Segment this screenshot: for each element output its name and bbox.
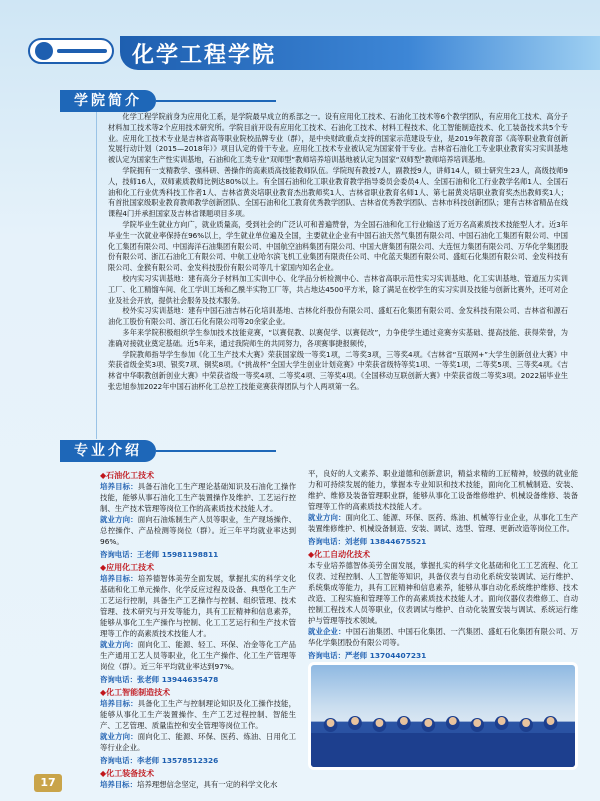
major-section bbox=[100, 779, 296, 790]
emblem-icon bbox=[35, 42, 53, 60]
majors-left-column bbox=[100, 468, 296, 790]
major-section bbox=[100, 573, 296, 639]
major-section bbox=[308, 468, 578, 512]
section-label: 培养目标： bbox=[100, 780, 137, 789]
page-header bbox=[0, 30, 600, 78]
page-title: 化学工程学院 bbox=[132, 43, 277, 68]
major-name: ◆石油化工技术 bbox=[100, 471, 155, 480]
section-label: 就业方向： bbox=[100, 515, 138, 524]
contact-line: 咨询电话：刘老师 13844675521 bbox=[308, 537, 427, 546]
intro-paragraph: 学院拥有一支精教学、强科研、善操作的高素质高技能教师队伍。学院现有教授7人，副教授9人，讲师14人，硕士研究生23人，高级技师9人，技师16人，双师素质教师比例达80%以上。有全国石油和化工职业教育教学指导委员会委员4人、全国石油和化工行业教学名师1人、全国石油和化工行业优秀科技工作者1人、吉林省黄炎培职业教育杰出教师奖1人、吉林省职业教育名师1人、第七届黄炎培职业教育奖杰出教师奖1人；有首批国家级职业教育教师教学创新团队、全国石油和化工教育优秀教学团队、吉林省优秀教学团队、吉林市科技创新团队；建有吉林省精品在线课程4门并承担国家及吉林省课题项目多项。 bbox=[108, 165, 569, 219]
contact-line: 咨询电话：严老师 13704407231 bbox=[308, 651, 427, 660]
section-label: 培养目标： bbox=[100, 699, 138, 708]
major-block bbox=[100, 470, 296, 560]
section-text: 培养德智体美劳全面发展，掌握扎实的科学文化基础和化工单元操作、化学反应过程及设备、典型化工生产工艺运行控制，具备生产工艺操作与控制、组织管理、技术管理、技术研究与开发等能力，具有工匠精神和信息素养，能够从事化工生产操作与控制、化工工艺运行和生产技术管理等工作的高素质技术技能人才。 bbox=[100, 574, 296, 638]
intro-paragraph: 校内实习实训基地：建有高分子材料加工实训中心、化学品分析检测中心、吉林省高职示范性实习实训基地、化工实训基地、管道压力实训工厂、化工精馏车间、化工学训工场和乙酰半实物工厂等，共占地达4500平方米，除了满足在校学生的实习实训及技能与创新比赛外，还可对企业及社会开放，提供社会服务及技术服务。 bbox=[108, 273, 568, 305]
majors-heading: 专业介绍 bbox=[60, 440, 156, 462]
intro-paragraph: 多年来学院积极组织学生参加技术技能竞赛，“以赛促教、以赛促学、以赛促改”，力争使学生通过竞赛夯实基础、提高技能、获得荣誉，为准确对接就业奠定基础。近5年来，通过我院师生的共同努力，各项赛事捷报频传， bbox=[108, 327, 568, 348]
college-logo bbox=[28, 38, 114, 64]
major-section bbox=[100, 481, 296, 514]
students-group-image bbox=[311, 711, 575, 767]
major-section bbox=[100, 731, 296, 753]
intro-paragraph: 学院毕业生就业方向广，就业质量高，受到社会的广泛认可和普遍赞誉，为全国石油和化工行业输送了近万名高素质技术技能型人才。近3年毕业生一次就业率保持在96%以上，学生就业单位遍及全国，主要就业企业有中国石油天然气集团有限公司、中国石油化工集团有限公司、中国化工集团有限公司、中国海洋石油集团有限公司、中国航空油料集团有限公司、中国大唐集团有限公司、大连恒力集团有限公司、万华化学集团股份有限公司、浙江石油化工有限公司、中航工业哈尔滨飞机工业集团有限责任公司、中化蓝天集团有限公司、盛虹石化集团有限公司、金发科技有限公司、金猴有限公司、金发科技股份有限公司等几十家国内知名企业。 bbox=[108, 219, 569, 273]
major-section bbox=[308, 560, 578, 626]
major-block bbox=[308, 468, 578, 547]
intro-heading: 学院简介 bbox=[60, 90, 156, 112]
contact-line: 咨询电话：张老师 13944635478 bbox=[100, 675, 219, 684]
major-name: ◆化工智能制造技术 bbox=[100, 688, 171, 697]
major-name: ◆化工装备技术 bbox=[100, 769, 155, 778]
section-label: 培养目标： bbox=[100, 574, 138, 583]
section-text: 面向化工、能源、轻工、环保、冶金等化工产品生产通用工艺人员等职业，化工生产操作、化工生产管理等岗位（群）。近三年平均就业率达到97%。 bbox=[100, 640, 296, 671]
section-label: 就业方向： bbox=[100, 640, 138, 649]
section-label: 就业企业： bbox=[308, 627, 346, 636]
section-text: 面向石油炼制生产人员等职业，生产现场操作、总控操作、产品检测等岗位（群）。近三年平均就业率达到96%。 bbox=[100, 515, 296, 546]
section-text: 平，良好的人文素养、职业道德和创新意识，精益求精的工匠精神，较强的就业能力和可持续发展的能力，掌握本专业知识和技术技能，面向化工机械制造、安装、维护、维修及装备管理职业群，能够从事化工设备维修维护、机械设备维修、装备管理等工作的高素质技术技能人才。 bbox=[308, 469, 578, 511]
major-section bbox=[100, 639, 296, 672]
major-section bbox=[100, 698, 296, 731]
logo-wordmark bbox=[57, 49, 107, 53]
major-section bbox=[308, 512, 578, 534]
contact-line: 咨询电话：李老师 13578512326 bbox=[100, 756, 219, 765]
section-text: 面向化工、能源、环保、医药、炼油、日用化工等行业企业。 bbox=[100, 732, 296, 752]
section-text: 具备石油化工生产理论基础知识及石油化工操作技能，能够从事石油化工生产装置操作及维护、工艺运行控制、生产技术管理等岗位工作的高素质技术技能人才。 bbox=[100, 482, 296, 513]
section-label: 就业方向： bbox=[308, 513, 346, 522]
group-photo bbox=[308, 662, 578, 770]
page-number: 17 bbox=[34, 774, 62, 792]
major-block bbox=[100, 562, 296, 685]
major-section bbox=[100, 514, 296, 547]
section-label: 就业方向： bbox=[100, 732, 138, 741]
divider-line bbox=[96, 94, 97, 439]
section-text: 培养理想信念坚定，具有一定的科学文化水 bbox=[136, 780, 278, 789]
majors-right-column bbox=[308, 468, 578, 663]
contact-line: 咨询电话：王老师 15981198811 bbox=[100, 550, 219, 559]
intro-paragraph: 化学工程学院前身为应用化工系，是学院最早成立的系部之一。设有应用化工技术、石油化工技术等6个教学团队，有应用化工技术、高分子材料加工技术等2个应用技术研究所。学院目前开设有应用化工技术、石油化工技术、材料工程技术、化工智能制造技术、化工装备技术共5个专业。应用化工技术专业是吉林省高等职业院校品牌专业（群），是中央财政重点支持的国家示范建设专业，是2019年教育部《高等职业教育创新发展行动计划（2015—2018年）》项目认定的骨干专业。应用化工技术专业被认定为国家骨干专业。吉林省石油化工专业职业教育实习实训基地被认定为国家生产性实训基地，石油和化工类专业“双师型”教师培养培训基地被认定为国家“双师型”教师培养培训基地。 bbox=[108, 112, 568, 165]
intro-paragraph: 校外实习实训基地：建有中国石油吉林石化培训基地、吉林化纤股份有限公司、盛虹石化集团有限公司、金发科技有限公司、吉林省和源石油化工股份有限公司、浙江石化有限公司等20余家企业。 bbox=[108, 306, 568, 327]
section-text: 具备化工生产与控制理论知识及化工操作技能，能够从事化工生产装置操作、生产工艺过程控制、智能生产、工艺管理、质量监控和安全管理等岗位工作。 bbox=[100, 699, 296, 730]
major-section bbox=[308, 626, 578, 648]
section-text: 本专业培养德智体美劳全面发展，掌握扎实的科学文化基础和化工工艺流程、化工仪表、过程控制、人工智能等知识，具备仪表与自动化系统安装调试、运行维护、系统集成等能力，具有工匠精神和信息素养，能够从事自动化系统维护维修、技术改造、工程实施和管理等工作的高素质技术技能人才。面向仪器仪表维修工、自动控制工程技术人员等职业，仪表调试与维护、自动化装置安装与调试、系统运行维护与管理等技术领域。 bbox=[308, 561, 578, 625]
major-block bbox=[100, 768, 296, 790]
section-text: 面向化工、能源、环保、医药、炼油、机械等行业企业，从事化工生产装置维修维护、机械设备制造、安装、调试、选型、管理、更新改造等岗位工作。 bbox=[308, 513, 578, 533]
major-name: ◆应用化工技术 bbox=[100, 563, 155, 572]
major-name: ◆化工自动化技术 bbox=[308, 550, 371, 559]
intro-body bbox=[108, 112, 568, 393]
section-text: 中国石油集团、中国石化集团、一汽集团、盛虹石化集团有限公司、万华化学集团股份有限公司等。 bbox=[308, 627, 578, 647]
major-block bbox=[308, 549, 578, 661]
intro-paragraph: 学院教师指导学生参加《化工生产技术大赛》荣获国家级一等奖1项，二等奖3项，三等奖4项。《吉林省“互联网+”大学生创新创业大赛》中荣获省级金奖3项、银奖7项、铜奖8项。《“挑战杯”全国大学生创业计划竞赛》中荣获省级特等奖1项、一等奖1项，二等奖5项、三等奖4项。《吉林省中华职教创新创业大赛》中荣获省级一等奖4项、二等奖4项、三等奖4项。《全国移动互联创新大赛》中荣获省级二等奖3项。2022届毕业生张忠旭参加2022年中国石油杯化工总控工技能竞赛获得团队与个人两项第一名。 bbox=[108, 349, 568, 391]
major-block bbox=[100, 687, 296, 766]
section-label: 培养目标： bbox=[100, 482, 138, 491]
